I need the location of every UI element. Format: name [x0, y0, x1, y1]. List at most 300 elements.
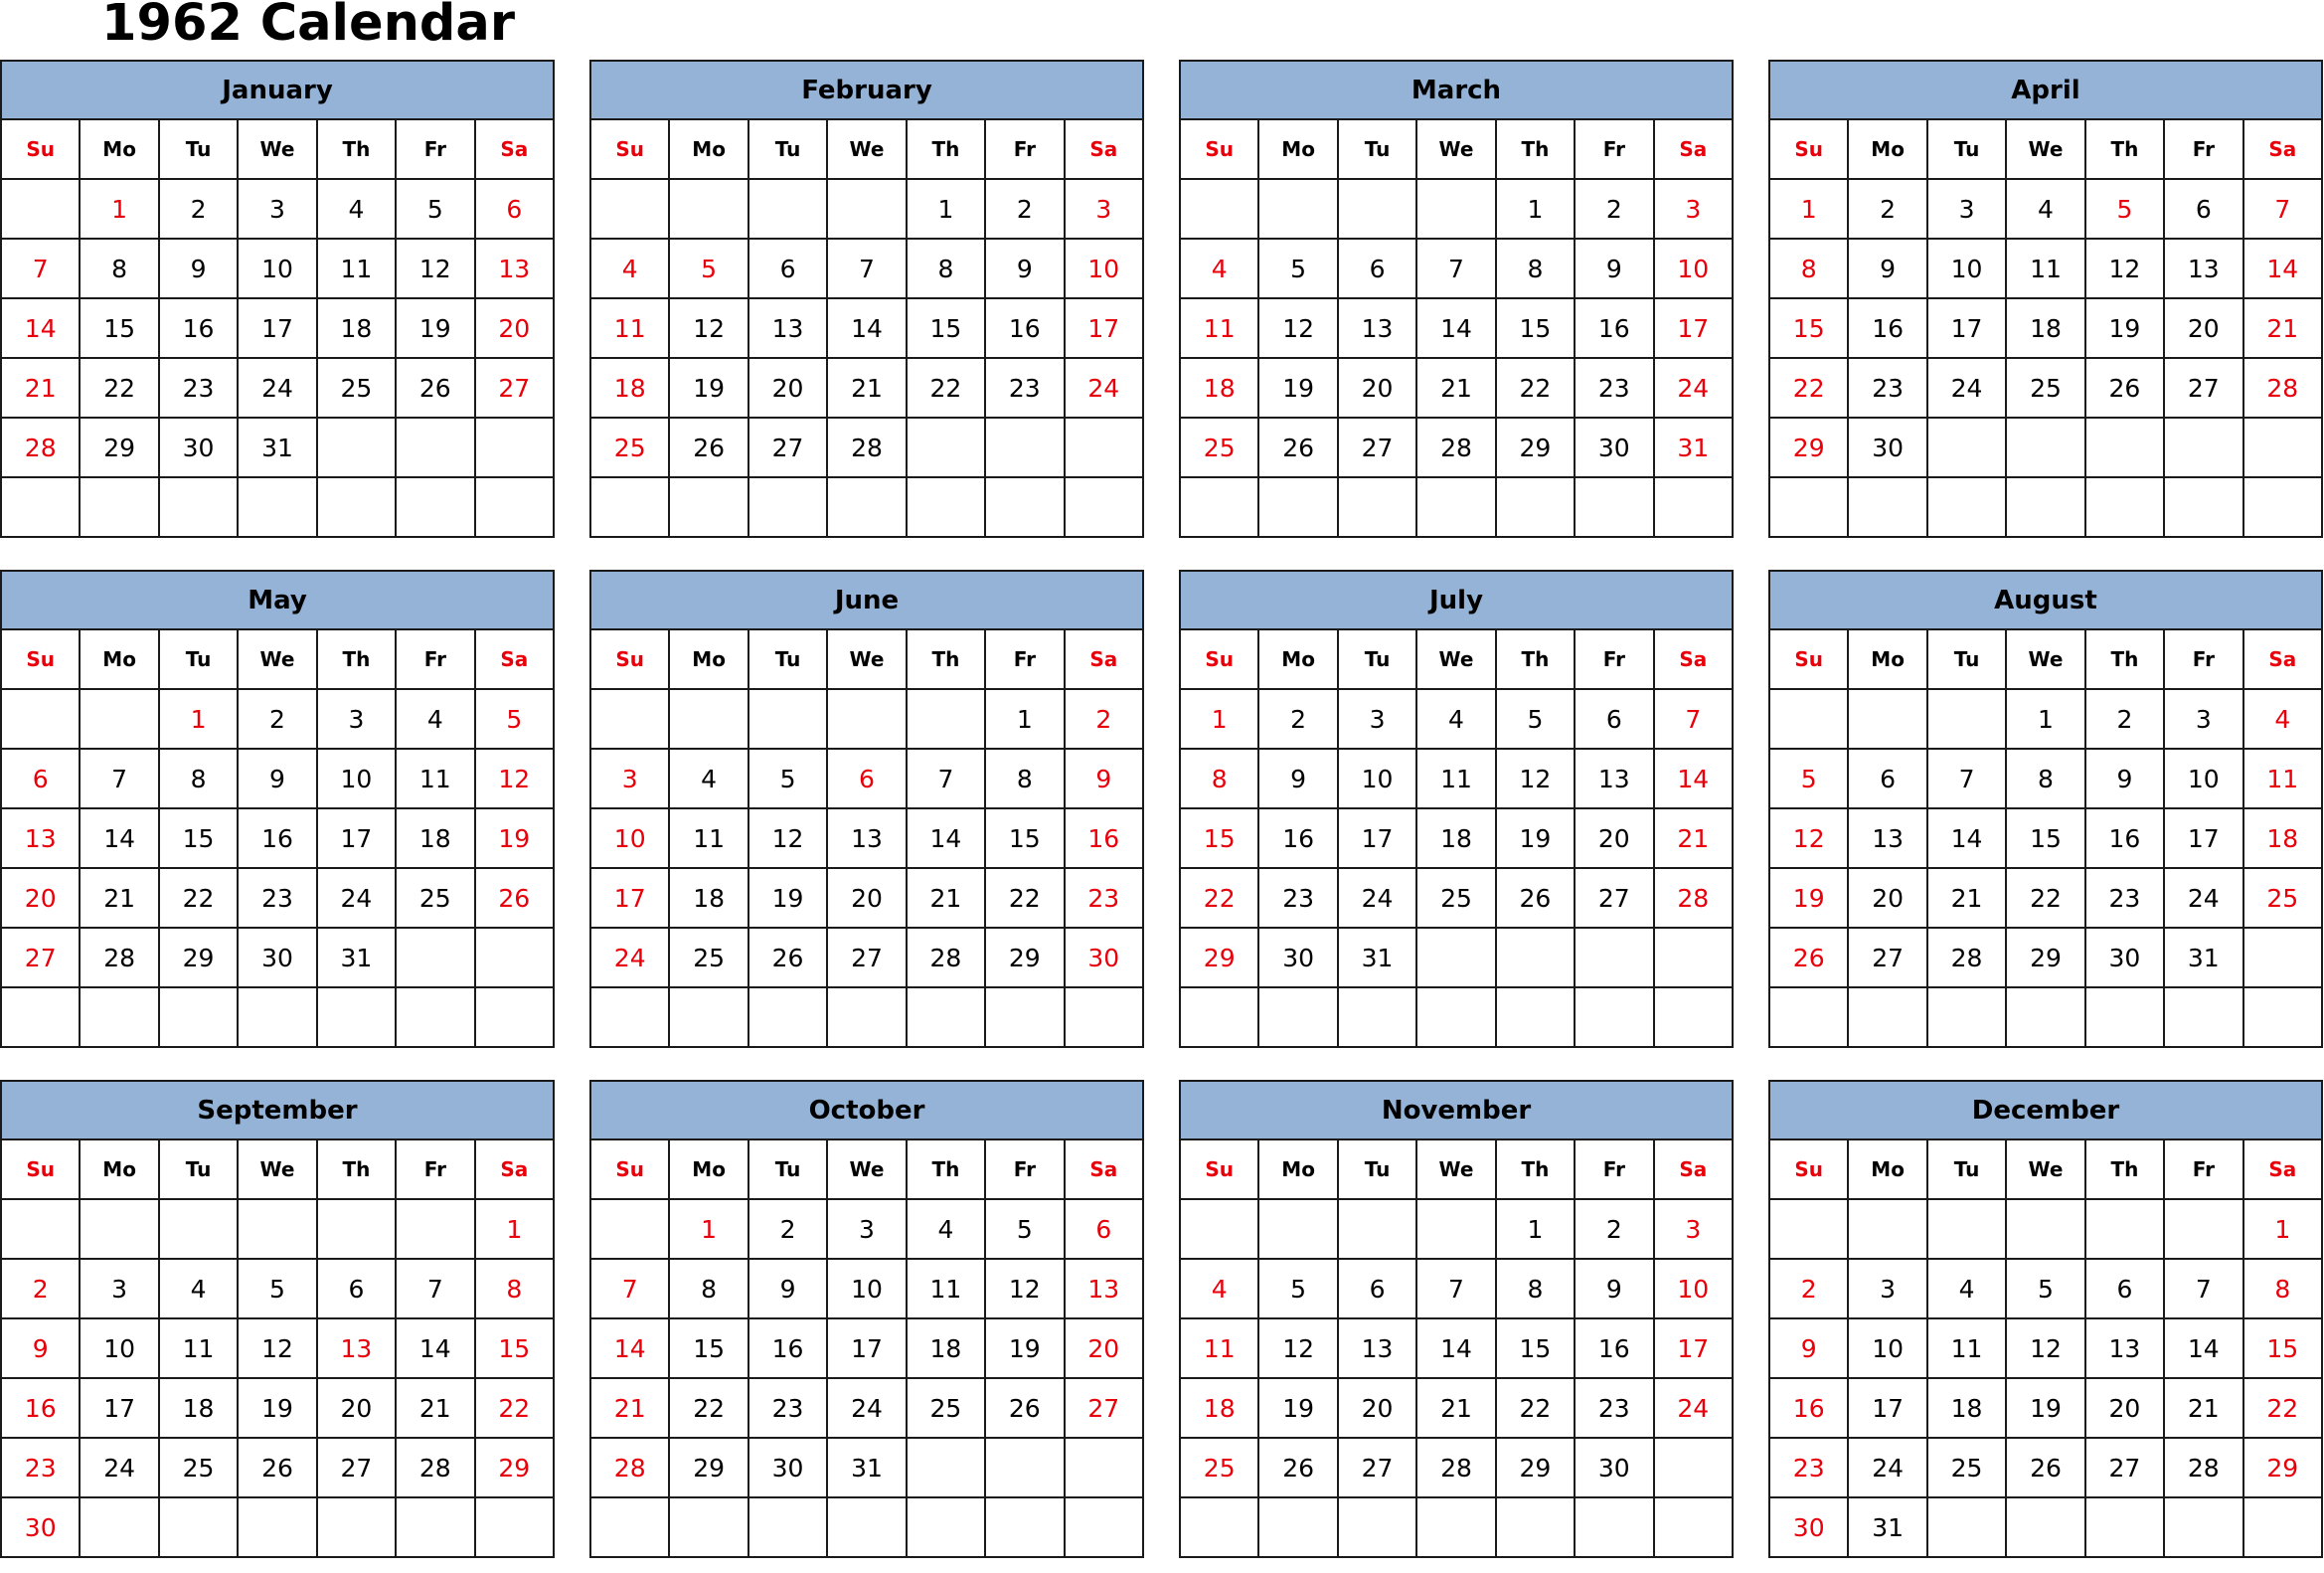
day-cell: 13 [1575, 749, 1653, 808]
empty-day-cell [1496, 1497, 1575, 1557]
empty-day-cell [1769, 689, 1848, 749]
day-cell: 20 [748, 358, 827, 418]
day-cell: 7 [396, 1259, 474, 1318]
day-cell: 9 [1, 1318, 80, 1378]
day-cell: 24 [1338, 868, 1416, 928]
empty-day-cell [1927, 1497, 2006, 1557]
day-cell: 9 [985, 239, 1064, 298]
empty-day-cell [748, 689, 827, 749]
day-cell: 19 [1496, 808, 1575, 868]
day-cell: 12 [1258, 1318, 1337, 1378]
day-cell: 28 [590, 1438, 669, 1497]
weekday-header: We [238, 1139, 316, 1199]
empty-day-cell [1496, 987, 1575, 1047]
day-cell: 19 [985, 1318, 1064, 1378]
day-cell: 25 [159, 1438, 238, 1497]
day-cell: 5 [1258, 1259, 1337, 1318]
day-cell: 12 [985, 1259, 1064, 1318]
day-cell: 5 [238, 1259, 316, 1318]
day-cell: 31 [1338, 928, 1416, 987]
weekday-header: Th [907, 119, 985, 179]
weekday-header: Fr [1575, 119, 1653, 179]
weekday-header: Sa [1654, 1139, 1733, 1199]
day-cell: 20 [1848, 868, 1926, 928]
empty-day-cell [590, 1199, 669, 1259]
empty-day-cell [2164, 418, 2242, 477]
weekday-header: Tu [748, 1139, 827, 1199]
weekday-header: Mo [669, 629, 747, 689]
day-cell: 13 [827, 808, 906, 868]
day-cell: 4 [590, 239, 669, 298]
day-cell: 24 [1065, 358, 1143, 418]
day-cell: 14 [1654, 749, 1733, 808]
weekday-header: Tu [748, 629, 827, 689]
empty-day-cell [2164, 1497, 2242, 1557]
day-cell: 30 [1, 1497, 80, 1557]
empty-day-cell [1258, 987, 1337, 1047]
day-cell: 27 [1338, 1438, 1416, 1497]
weekday-header: Tu [748, 119, 827, 179]
day-cell: 2 [748, 1199, 827, 1259]
day-cell: 20 [317, 1378, 396, 1438]
day-cell: 11 [1180, 298, 1258, 358]
empty-day-cell [985, 477, 1064, 537]
day-cell: 26 [1258, 418, 1337, 477]
day-cell: 1 [2243, 1199, 2322, 1259]
day-cell: 23 [1848, 358, 1926, 418]
empty-day-cell [907, 689, 985, 749]
day-cell: 22 [1496, 1378, 1575, 1438]
day-cell: 21 [590, 1378, 669, 1438]
month-name: October [590, 1081, 1143, 1139]
weekday-header: Mo [669, 119, 747, 179]
day-cell: 4 [1927, 1259, 2006, 1318]
empty-day-cell [475, 418, 554, 477]
weekday-header: We [827, 119, 906, 179]
empty-day-cell [827, 477, 906, 537]
day-cell: 17 [1848, 1378, 1926, 1438]
day-cell: 13 [748, 298, 827, 358]
day-cell: 2 [1575, 179, 1653, 239]
day-cell: 9 [2085, 749, 2164, 808]
day-cell: 7 [80, 749, 158, 808]
day-cell: 4 [159, 1259, 238, 1318]
day-cell: 9 [1258, 749, 1337, 808]
weekday-header: Tu [1927, 1139, 2006, 1199]
day-cell: 11 [1927, 1318, 2006, 1378]
month-calendar-august [1768, 570, 2323, 1048]
empty-day-cell [1258, 477, 1337, 537]
weekday-header: Th [1496, 119, 1575, 179]
day-cell: 26 [1769, 928, 1848, 987]
empty-day-cell [317, 1497, 396, 1557]
empty-day-cell [1575, 928, 1653, 987]
day-cell: 20 [1338, 1378, 1416, 1438]
month-calendar-february [589, 60, 1144, 538]
day-cell: 5 [985, 1199, 1064, 1259]
empty-day-cell [2243, 477, 2322, 537]
weekday-header: Th [317, 119, 396, 179]
day-cell: 28 [1654, 868, 1733, 928]
day-cell: 15 [1496, 298, 1575, 358]
empty-day-cell [396, 1497, 474, 1557]
weekday-header: Mo [669, 1139, 747, 1199]
day-cell: 1 [475, 1199, 554, 1259]
day-cell: 3 [238, 179, 316, 239]
empty-day-cell [159, 477, 238, 537]
day-cell: 26 [1496, 868, 1575, 928]
day-cell: 26 [475, 868, 554, 928]
day-cell: 2 [2085, 689, 2164, 749]
day-cell: 17 [1065, 298, 1143, 358]
empty-day-cell [590, 689, 669, 749]
weekday-header: Fr [985, 119, 1064, 179]
day-cell: 26 [748, 928, 827, 987]
day-cell: 5 [2085, 179, 2164, 239]
day-cell: 6 [1, 749, 80, 808]
day-cell: 7 [907, 749, 985, 808]
day-cell: 23 [1575, 358, 1653, 418]
empty-day-cell [1575, 987, 1653, 1047]
month-name: August [1769, 571, 2322, 629]
empty-day-cell [1180, 477, 1258, 537]
day-cell: 30 [1848, 418, 1926, 477]
empty-day-cell [748, 1497, 827, 1557]
weekday-header: Su [590, 1139, 669, 1199]
day-cell: 16 [1, 1378, 80, 1438]
weekday-header: We [2006, 119, 2084, 179]
day-cell: 22 [985, 868, 1064, 928]
empty-day-cell [1338, 179, 1416, 239]
day-cell: 10 [80, 1318, 158, 1378]
day-cell: 25 [2006, 358, 2084, 418]
empty-day-cell [1654, 477, 1733, 537]
day-cell: 21 [1, 358, 80, 418]
empty-day-cell [238, 477, 316, 537]
empty-day-cell [669, 987, 747, 1047]
empty-day-cell [1416, 928, 1495, 987]
day-cell: 11 [396, 749, 474, 808]
empty-day-cell [669, 179, 747, 239]
day-cell: 2 [1258, 689, 1337, 749]
weekday-header: We [827, 1139, 906, 1199]
day-cell: 21 [1416, 1378, 1495, 1438]
empty-day-cell [1416, 477, 1495, 537]
day-cell: 8 [1769, 239, 1848, 298]
day-cell: 9 [748, 1259, 827, 1318]
weekday-header: We [2006, 629, 2084, 689]
day-cell: 15 [1496, 1318, 1575, 1378]
day-cell: 26 [396, 358, 474, 418]
day-cell: 31 [238, 418, 316, 477]
day-cell: 4 [907, 1199, 985, 1259]
day-cell: 14 [907, 808, 985, 868]
months-grid [0, 60, 2324, 1558]
day-cell: 3 [1927, 179, 2006, 239]
month-calendar-march [1179, 60, 1734, 538]
day-cell: 31 [2164, 928, 2242, 987]
empty-day-cell [1654, 987, 1733, 1047]
day-cell: 14 [2164, 1318, 2242, 1378]
empty-day-cell [827, 689, 906, 749]
day-cell: 11 [590, 298, 669, 358]
day-cell: 17 [590, 868, 669, 928]
empty-day-cell [1180, 987, 1258, 1047]
weekday-header: We [827, 629, 906, 689]
day-cell: 28 [1416, 1438, 1495, 1497]
day-cell: 18 [1180, 358, 1258, 418]
weekday-header: Th [2085, 629, 2164, 689]
empty-day-cell [317, 477, 396, 537]
empty-day-cell [748, 477, 827, 537]
day-cell: 1 [1769, 179, 1848, 239]
empty-day-cell [827, 987, 906, 1047]
weekday-header: Sa [1654, 629, 1733, 689]
empty-day-cell [2085, 418, 2164, 477]
day-cell: 28 [1, 418, 80, 477]
day-cell: 10 [1654, 239, 1733, 298]
weekday-header: Su [590, 119, 669, 179]
weekday-header: Mo [1848, 1139, 1926, 1199]
day-cell: 10 [590, 808, 669, 868]
weekday-header: Mo [1848, 629, 1926, 689]
empty-day-cell [1065, 987, 1143, 1047]
empty-day-cell [396, 477, 474, 537]
empty-day-cell [2006, 987, 2084, 1047]
day-cell: 20 [1338, 358, 1416, 418]
day-cell: 6 [1575, 689, 1653, 749]
empty-day-cell [985, 1438, 1064, 1497]
day-cell: 24 [238, 358, 316, 418]
day-cell: 14 [396, 1318, 474, 1378]
day-cell: 15 [1769, 298, 1848, 358]
empty-day-cell [1848, 689, 1926, 749]
day-cell: 6 [2085, 1259, 2164, 1318]
day-cell: 26 [2085, 358, 2164, 418]
empty-day-cell [396, 987, 474, 1047]
day-cell: 10 [1927, 239, 2006, 298]
empty-day-cell [1258, 179, 1337, 239]
weekday-header: Su [1, 629, 80, 689]
empty-day-cell [1180, 1497, 1258, 1557]
day-cell: 9 [1575, 1259, 1653, 1318]
empty-day-cell [827, 179, 906, 239]
empty-day-cell [1180, 179, 1258, 239]
weekday-header: Fr [985, 629, 1064, 689]
month-name: January [1, 61, 554, 119]
day-cell: 29 [985, 928, 1064, 987]
day-cell: 2 [159, 179, 238, 239]
day-cell: 8 [669, 1259, 747, 1318]
empty-day-cell [1575, 477, 1653, 537]
day-cell: 16 [1575, 298, 1653, 358]
day-cell: 4 [1180, 239, 1258, 298]
day-cell: 2 [985, 179, 1064, 239]
day-cell: 19 [669, 358, 747, 418]
empty-day-cell [907, 1438, 985, 1497]
empty-day-cell [1, 179, 80, 239]
empty-day-cell [1065, 1438, 1143, 1497]
empty-day-cell [1927, 1199, 2006, 1259]
day-cell: 23 [2085, 868, 2164, 928]
weekday-header: Sa [2243, 629, 2322, 689]
day-cell: 26 [985, 1378, 1064, 1438]
month-name: September [1, 1081, 554, 1139]
day-cell: 11 [159, 1318, 238, 1378]
day-cell: 17 [80, 1378, 158, 1438]
day-cell: 31 [1848, 1497, 1926, 1557]
weekday-header: Tu [1927, 629, 2006, 689]
day-cell: 29 [1180, 928, 1258, 987]
day-cell: 10 [827, 1259, 906, 1318]
empty-day-cell [590, 477, 669, 537]
empty-day-cell [985, 418, 1064, 477]
weekday-header: Sa [1654, 119, 1733, 179]
empty-day-cell [396, 418, 474, 477]
weekday-header: Sa [475, 1139, 554, 1199]
empty-day-cell [2085, 1497, 2164, 1557]
empty-day-cell [159, 1497, 238, 1557]
day-cell: 6 [1065, 1199, 1143, 1259]
day-cell: 12 [669, 298, 747, 358]
empty-day-cell [1416, 179, 1495, 239]
day-cell: 18 [1180, 1378, 1258, 1438]
weekday-header: We [2006, 1139, 2084, 1199]
empty-day-cell [317, 1199, 396, 1259]
day-cell: 10 [238, 239, 316, 298]
day-cell: 19 [1258, 1378, 1337, 1438]
empty-day-cell [1927, 689, 2006, 749]
day-cell: 26 [2006, 1438, 2084, 1497]
day-cell: 7 [1416, 1259, 1495, 1318]
day-cell: 7 [2164, 1259, 2242, 1318]
empty-day-cell [590, 1497, 669, 1557]
day-cell: 3 [2164, 689, 2242, 749]
day-cell: 25 [2243, 868, 2322, 928]
day-cell: 11 [1180, 1318, 1258, 1378]
empty-day-cell [1180, 1199, 1258, 1259]
day-cell: 19 [1258, 358, 1337, 418]
day-cell: 10 [1065, 239, 1143, 298]
weekday-header: Sa [1065, 1139, 1143, 1199]
empty-day-cell [1654, 1438, 1733, 1497]
empty-day-cell [1065, 477, 1143, 537]
empty-day-cell [2085, 1199, 2164, 1259]
day-cell: 27 [2085, 1438, 2164, 1497]
weekday-header: Fr [396, 1139, 474, 1199]
empty-day-cell [475, 1497, 554, 1557]
month-calendar-october [589, 1080, 1144, 1558]
empty-day-cell [1927, 477, 2006, 537]
day-cell: 16 [985, 298, 1064, 358]
empty-day-cell [475, 928, 554, 987]
day-cell: 25 [590, 418, 669, 477]
day-cell: 19 [396, 298, 474, 358]
day-cell: 2 [1769, 1259, 1848, 1318]
day-cell: 25 [907, 1378, 985, 1438]
day-cell: 27 [1065, 1378, 1143, 1438]
empty-day-cell [238, 987, 316, 1047]
day-cell: 3 [1654, 179, 1733, 239]
day-cell: 16 [1065, 808, 1143, 868]
weekday-header: Th [1496, 629, 1575, 689]
day-cell: 7 [1, 239, 80, 298]
day-cell: 23 [748, 1378, 827, 1438]
empty-day-cell [1496, 928, 1575, 987]
day-cell: 24 [2164, 868, 2242, 928]
day-cell: 9 [1575, 239, 1653, 298]
empty-day-cell [1654, 928, 1733, 987]
month-name: June [590, 571, 1143, 629]
day-cell: 18 [159, 1378, 238, 1438]
weekday-header: Su [1180, 629, 1258, 689]
weekday-header: Sa [475, 629, 554, 689]
day-cell: 31 [827, 1438, 906, 1497]
empty-day-cell [985, 1497, 1064, 1557]
day-cell: 11 [2006, 239, 2084, 298]
weekday-header: Sa [2243, 119, 2322, 179]
empty-day-cell [1338, 987, 1416, 1047]
weekday-header: Mo [80, 119, 158, 179]
weekday-header: Th [317, 629, 396, 689]
day-cell: 14 [1416, 298, 1495, 358]
day-cell: 8 [2243, 1259, 2322, 1318]
day-cell: 24 [80, 1438, 158, 1497]
day-cell: 17 [317, 808, 396, 868]
day-cell: 15 [475, 1318, 554, 1378]
day-cell: 22 [1496, 358, 1575, 418]
day-cell: 18 [1927, 1378, 2006, 1438]
day-cell: 19 [238, 1378, 316, 1438]
day-cell: 12 [1496, 749, 1575, 808]
weekday-header: We [1416, 119, 1495, 179]
day-cell: 16 [2085, 808, 2164, 868]
empty-day-cell [238, 1497, 316, 1557]
empty-day-cell [1065, 1497, 1143, 1557]
day-cell: 20 [1575, 808, 1653, 868]
day-cell: 27 [748, 418, 827, 477]
day-cell: 27 [317, 1438, 396, 1497]
empty-day-cell [907, 1497, 985, 1557]
day-cell: 3 [80, 1259, 158, 1318]
empty-day-cell [1769, 987, 1848, 1047]
day-cell: 19 [475, 808, 554, 868]
empty-day-cell [669, 1497, 747, 1557]
day-cell: 19 [748, 868, 827, 928]
weekday-header: Su [1180, 119, 1258, 179]
empty-day-cell [475, 987, 554, 1047]
day-cell: 23 [1065, 868, 1143, 928]
day-cell: 11 [669, 808, 747, 868]
day-cell: 1 [985, 689, 1064, 749]
day-cell: 7 [590, 1259, 669, 1318]
weekday-header: Mo [1848, 119, 1926, 179]
day-cell: 22 [159, 868, 238, 928]
day-cell: 16 [748, 1318, 827, 1378]
day-cell: 28 [1927, 928, 2006, 987]
empty-day-cell [907, 418, 985, 477]
empty-day-cell [1065, 418, 1143, 477]
empty-day-cell [2243, 418, 2322, 477]
day-cell: 24 [317, 868, 396, 928]
weekday-header: Fr [1575, 629, 1653, 689]
day-cell: 3 [1338, 689, 1416, 749]
day-cell: 22 [907, 358, 985, 418]
day-cell: 26 [1258, 1438, 1337, 1497]
weekday-header: Su [1769, 1139, 1848, 1199]
day-cell: 6 [2164, 179, 2242, 239]
day-cell: 26 [669, 418, 747, 477]
